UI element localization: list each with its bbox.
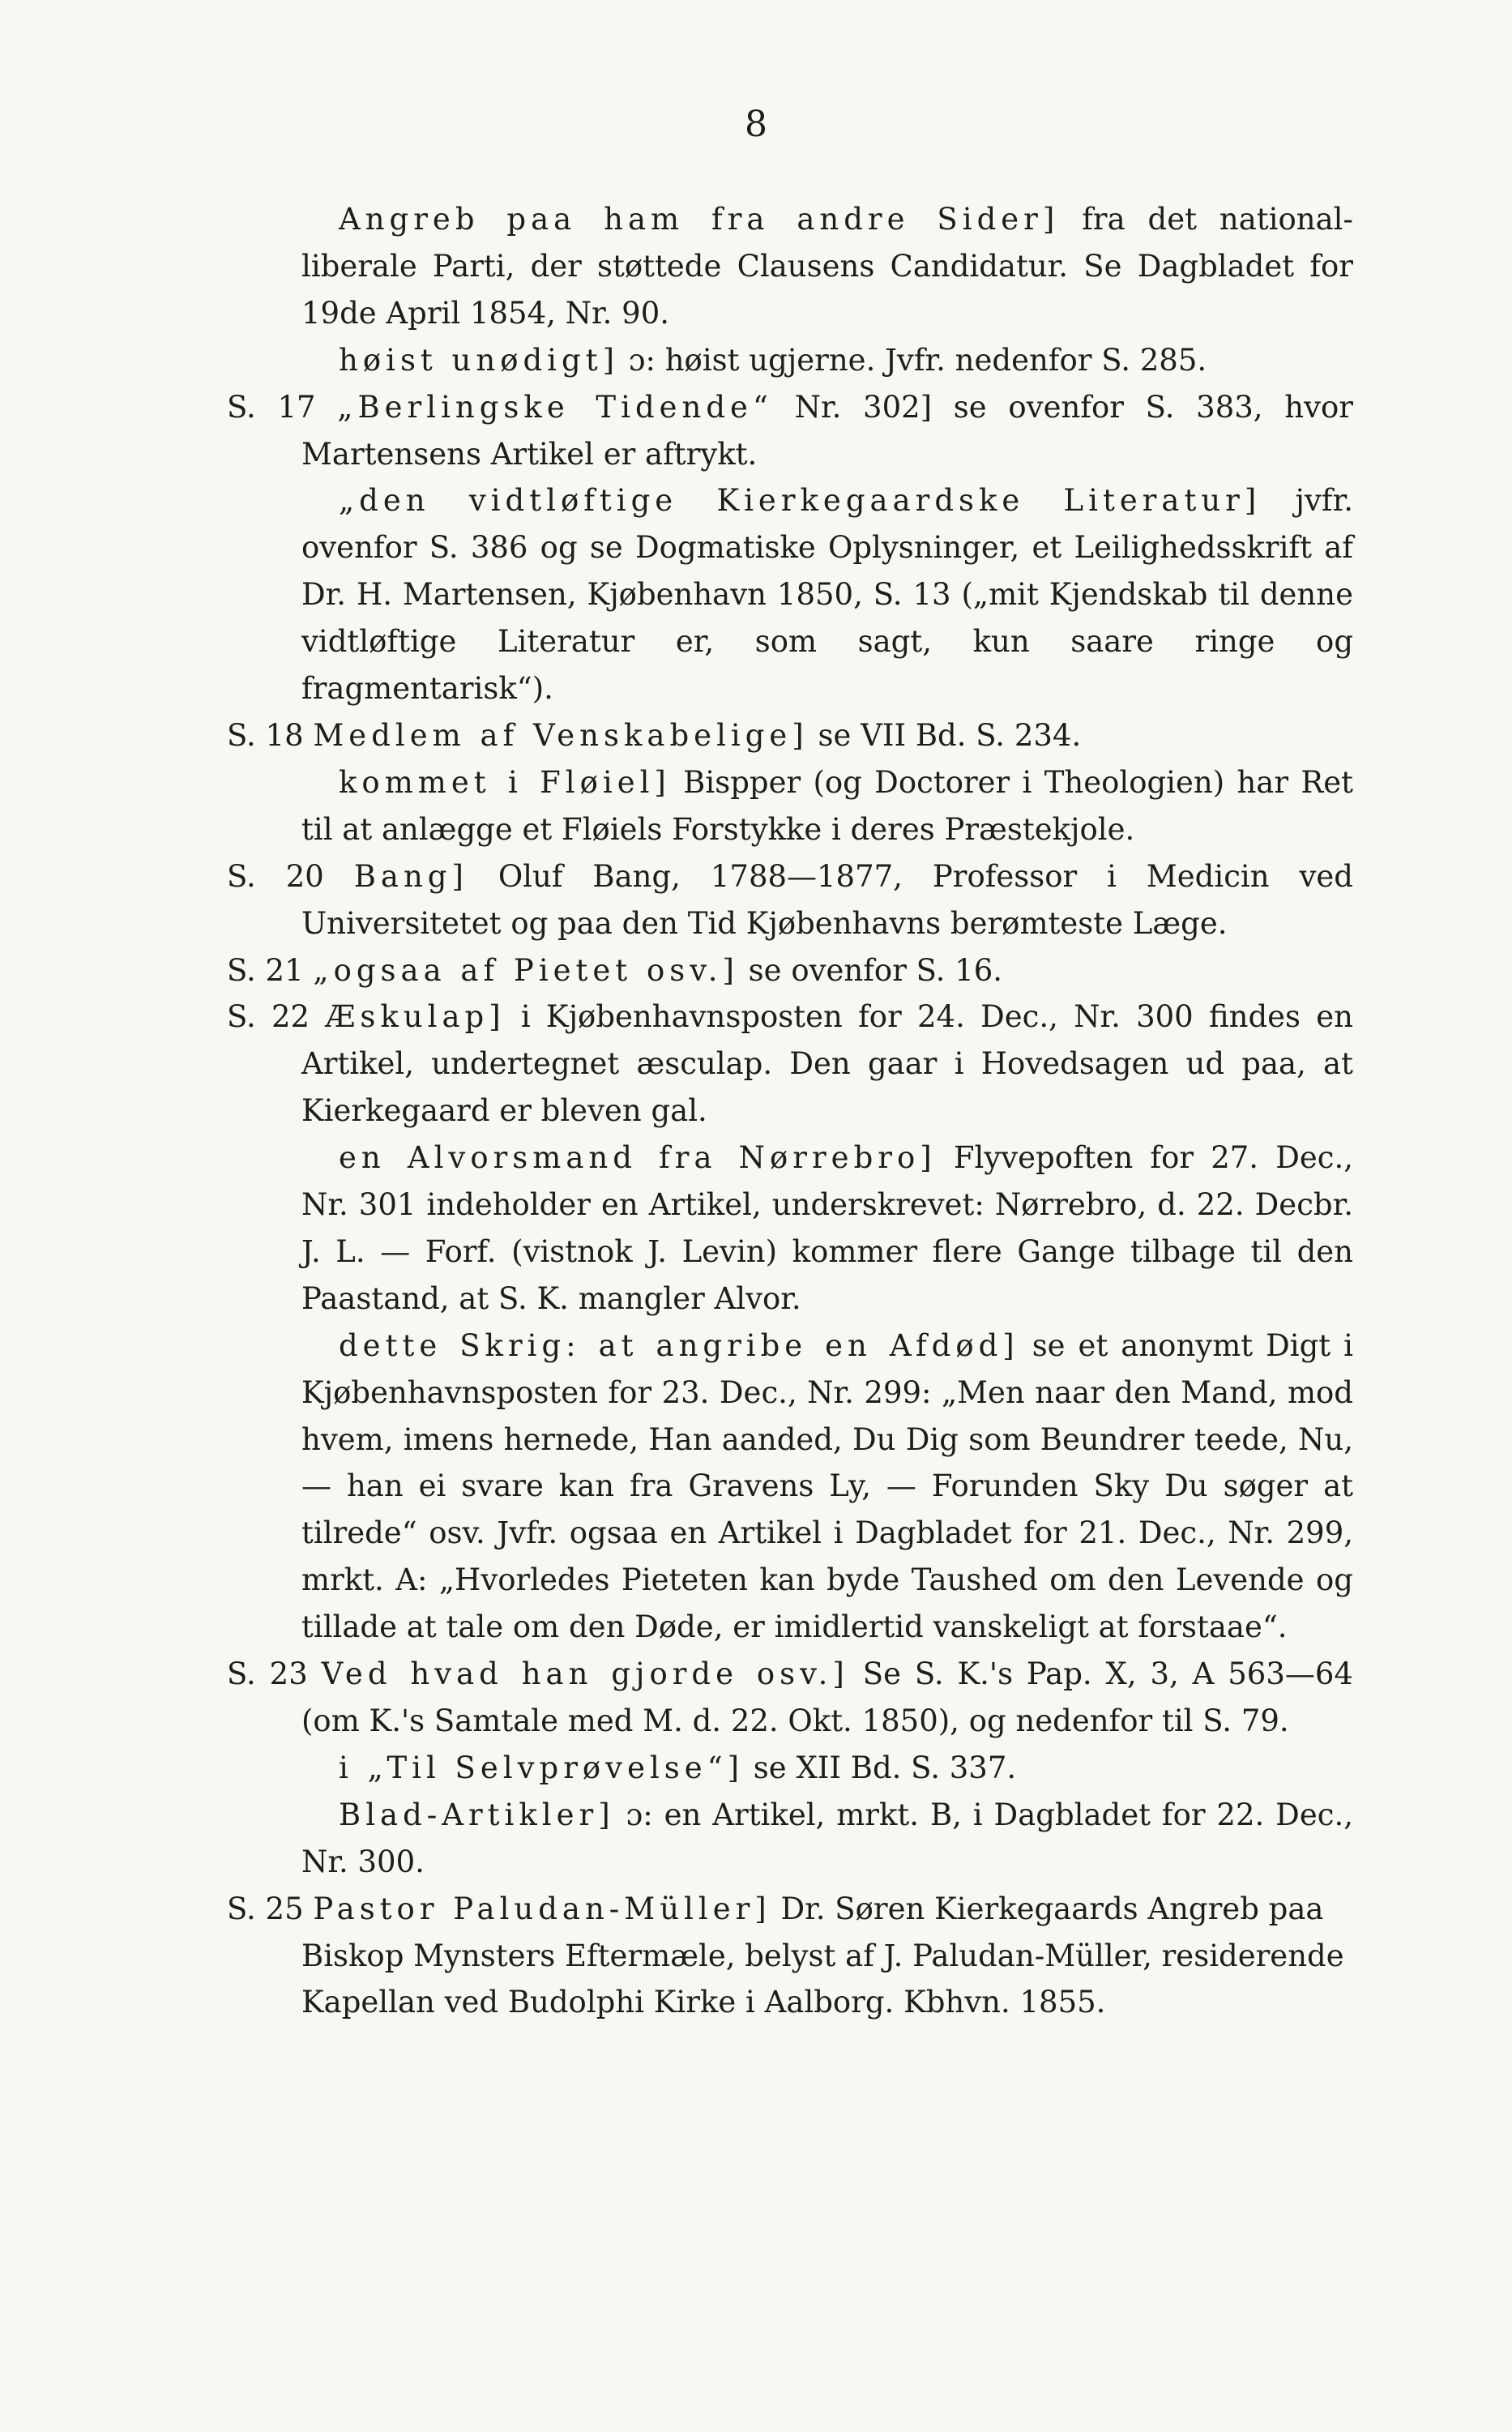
note-entry xyxy=(227,384,1353,478)
note-text: fra det national-liberale Parti, der støttede Clausens Candidatur. Se Dagbladet for 19de April 1854, Nr. 90. xyxy=(301,202,1353,331)
note-entry xyxy=(227,994,1353,1135)
lemma: „Berlingske Tidende“ xyxy=(337,389,773,425)
note-entry xyxy=(227,853,1353,947)
page-reference: S. 25 xyxy=(227,1891,314,1926)
lemma: Medlem af Venskabelige] xyxy=(313,717,809,753)
note-entry xyxy=(227,712,1353,759)
page-reference: S. 18 xyxy=(227,717,314,753)
note-entry xyxy=(227,759,1353,853)
note-text: Oluf Bang, 1788—1877, Professor i Medicin ved Universitetet og paa den Tid Kjøbenhavns berømteste Læge. xyxy=(301,858,1353,941)
note-entry xyxy=(227,337,1353,384)
note-text: Dr. Søren Kierkegaards Angreb paa Biskop Mynsters Eftermæle, belyst af J. Paludan-Müller, residerende Kapellan ved Budolphi Kirke i Aalborg. Kbhvn. 1855. xyxy=(301,1891,1344,2020)
lemma: høist unødigt] xyxy=(339,342,619,378)
page-reference: S. 22 xyxy=(227,999,326,1035)
notes-column xyxy=(227,196,1353,2026)
lemma: Angreb paa ham fra andre Sider] xyxy=(339,202,1060,237)
lemma: Bang] xyxy=(353,858,468,894)
note-text: Flyvepoften for 27. Dec., Nr. 301 indeholder en Artikel, underskrevet: Nørrebro, d. 22. Decbr. J. L. — Forf. (vistnok J. Levin) kommer flere Gange tilbage til den Paastand, at S. K. mangler Alvor. xyxy=(301,1140,1353,1316)
note-text: Bispper (og Doctorer i Theologien) har Ret til at anlægge et Fløiels Forstykke i deres Præstekjole. xyxy=(301,764,1353,847)
note-entry xyxy=(227,1792,1353,1886)
note-text: Nr. 302] se ovenfor S. 383, hvor Martensens Artikel er aftrykt. xyxy=(301,389,1353,472)
lemma: kommet i Fløiel] xyxy=(339,764,671,800)
page-reference: S. 17 xyxy=(227,389,338,425)
lemma: en Alvorsmand fra Nørrebro] xyxy=(339,1140,937,1176)
lemma: Pastor Paludan-Müller] xyxy=(313,1891,771,1926)
lemma: i „Til Selvprøvelse“] xyxy=(339,1750,745,1785)
note-text: se et anonymt Digt i Kjøbenhavnsposten for 23. Dec., Nr. 299: „Men naar den Mand, mod hvem, imens hernede, Han aanded, Du Dig som Beundrer teede, Nu, — han ei svare kan fra Gravens Ly, — Forunden Sky Du søger at tilrede“ osv. Jvfr. ogsaa en Artikel i Dagbladet for 21. Dec., Nr. 299, mrkt. A: „Hvorledes Pieteten kan byde Taushed om den Levende og tillade at tale om den Døde, er imidlertid vanskeligt at forstaae“. xyxy=(301,1327,1353,1645)
note-entry xyxy=(227,1135,1353,1323)
page-number: 8 xyxy=(745,104,767,145)
note-entry xyxy=(227,1323,1353,1651)
page-reference: S. 23 xyxy=(227,1656,322,1692)
note-text: i Kjøbenhavnsposten for 24. Dec., Nr. 300 findes en Artikel, undertegnet æsculap. Den gaar i Hovedsagen ud paa, at Kierkegaard er bleven gal. xyxy=(301,999,1353,1129)
lemma: Ved hvad han gjorde osv.] xyxy=(321,1656,849,1692)
lemma: „den vidtløftige Kierkegaardske Literatur] xyxy=(339,483,1262,519)
lemma: Blad-Artikler] xyxy=(339,1797,615,1832)
lemma: Æskulap] xyxy=(325,999,506,1035)
note-entry xyxy=(227,1886,1353,2027)
note-text: Se S. K.'s Pap. X, 3, A 563—64 (om K.'s Samtale med M. d. 22. Okt. 1850), og nedenfor til S. 79. xyxy=(301,1656,1353,1738)
note-text: ɔ: en Artikel, mrkt. B, i Dagbladet for 22. Dec., Nr. 300. xyxy=(301,1797,1353,1879)
note-entry xyxy=(227,196,1353,337)
note-entry xyxy=(227,1651,1353,1745)
page-reference: S. 21 xyxy=(227,952,314,988)
note-text: se VII Bd. S. 234. xyxy=(808,717,1082,753)
note-entry xyxy=(227,947,1353,994)
note-text: ɔ: høist ugjerne. Jvfr. nedenfor S. 285. xyxy=(619,342,1207,378)
page-reference: S. 20 xyxy=(227,858,354,894)
lemma: dette Skrig: at angribe en Afdød] xyxy=(339,1327,1019,1363)
note-text: se ovenfor S. 16. xyxy=(738,952,1003,988)
note-entry xyxy=(227,477,1353,712)
lemma: „ogsaa af Pietet osv.] xyxy=(313,952,739,988)
note-text: jvfr. ovenfor S. 386 og se Dogmatiske Oplysninger, et Leilighedsskrift af Dr. H. Martensen, Kjøbenhavn 1850, S. 13 („mit Kjendskab til denne vidtløftige Literatur er, som sagt, kun saare ringe og fragmentarisk“). xyxy=(301,483,1353,707)
note-text: se XII Bd. S. 337. xyxy=(744,1750,1017,1785)
note-entry xyxy=(227,1745,1353,1792)
